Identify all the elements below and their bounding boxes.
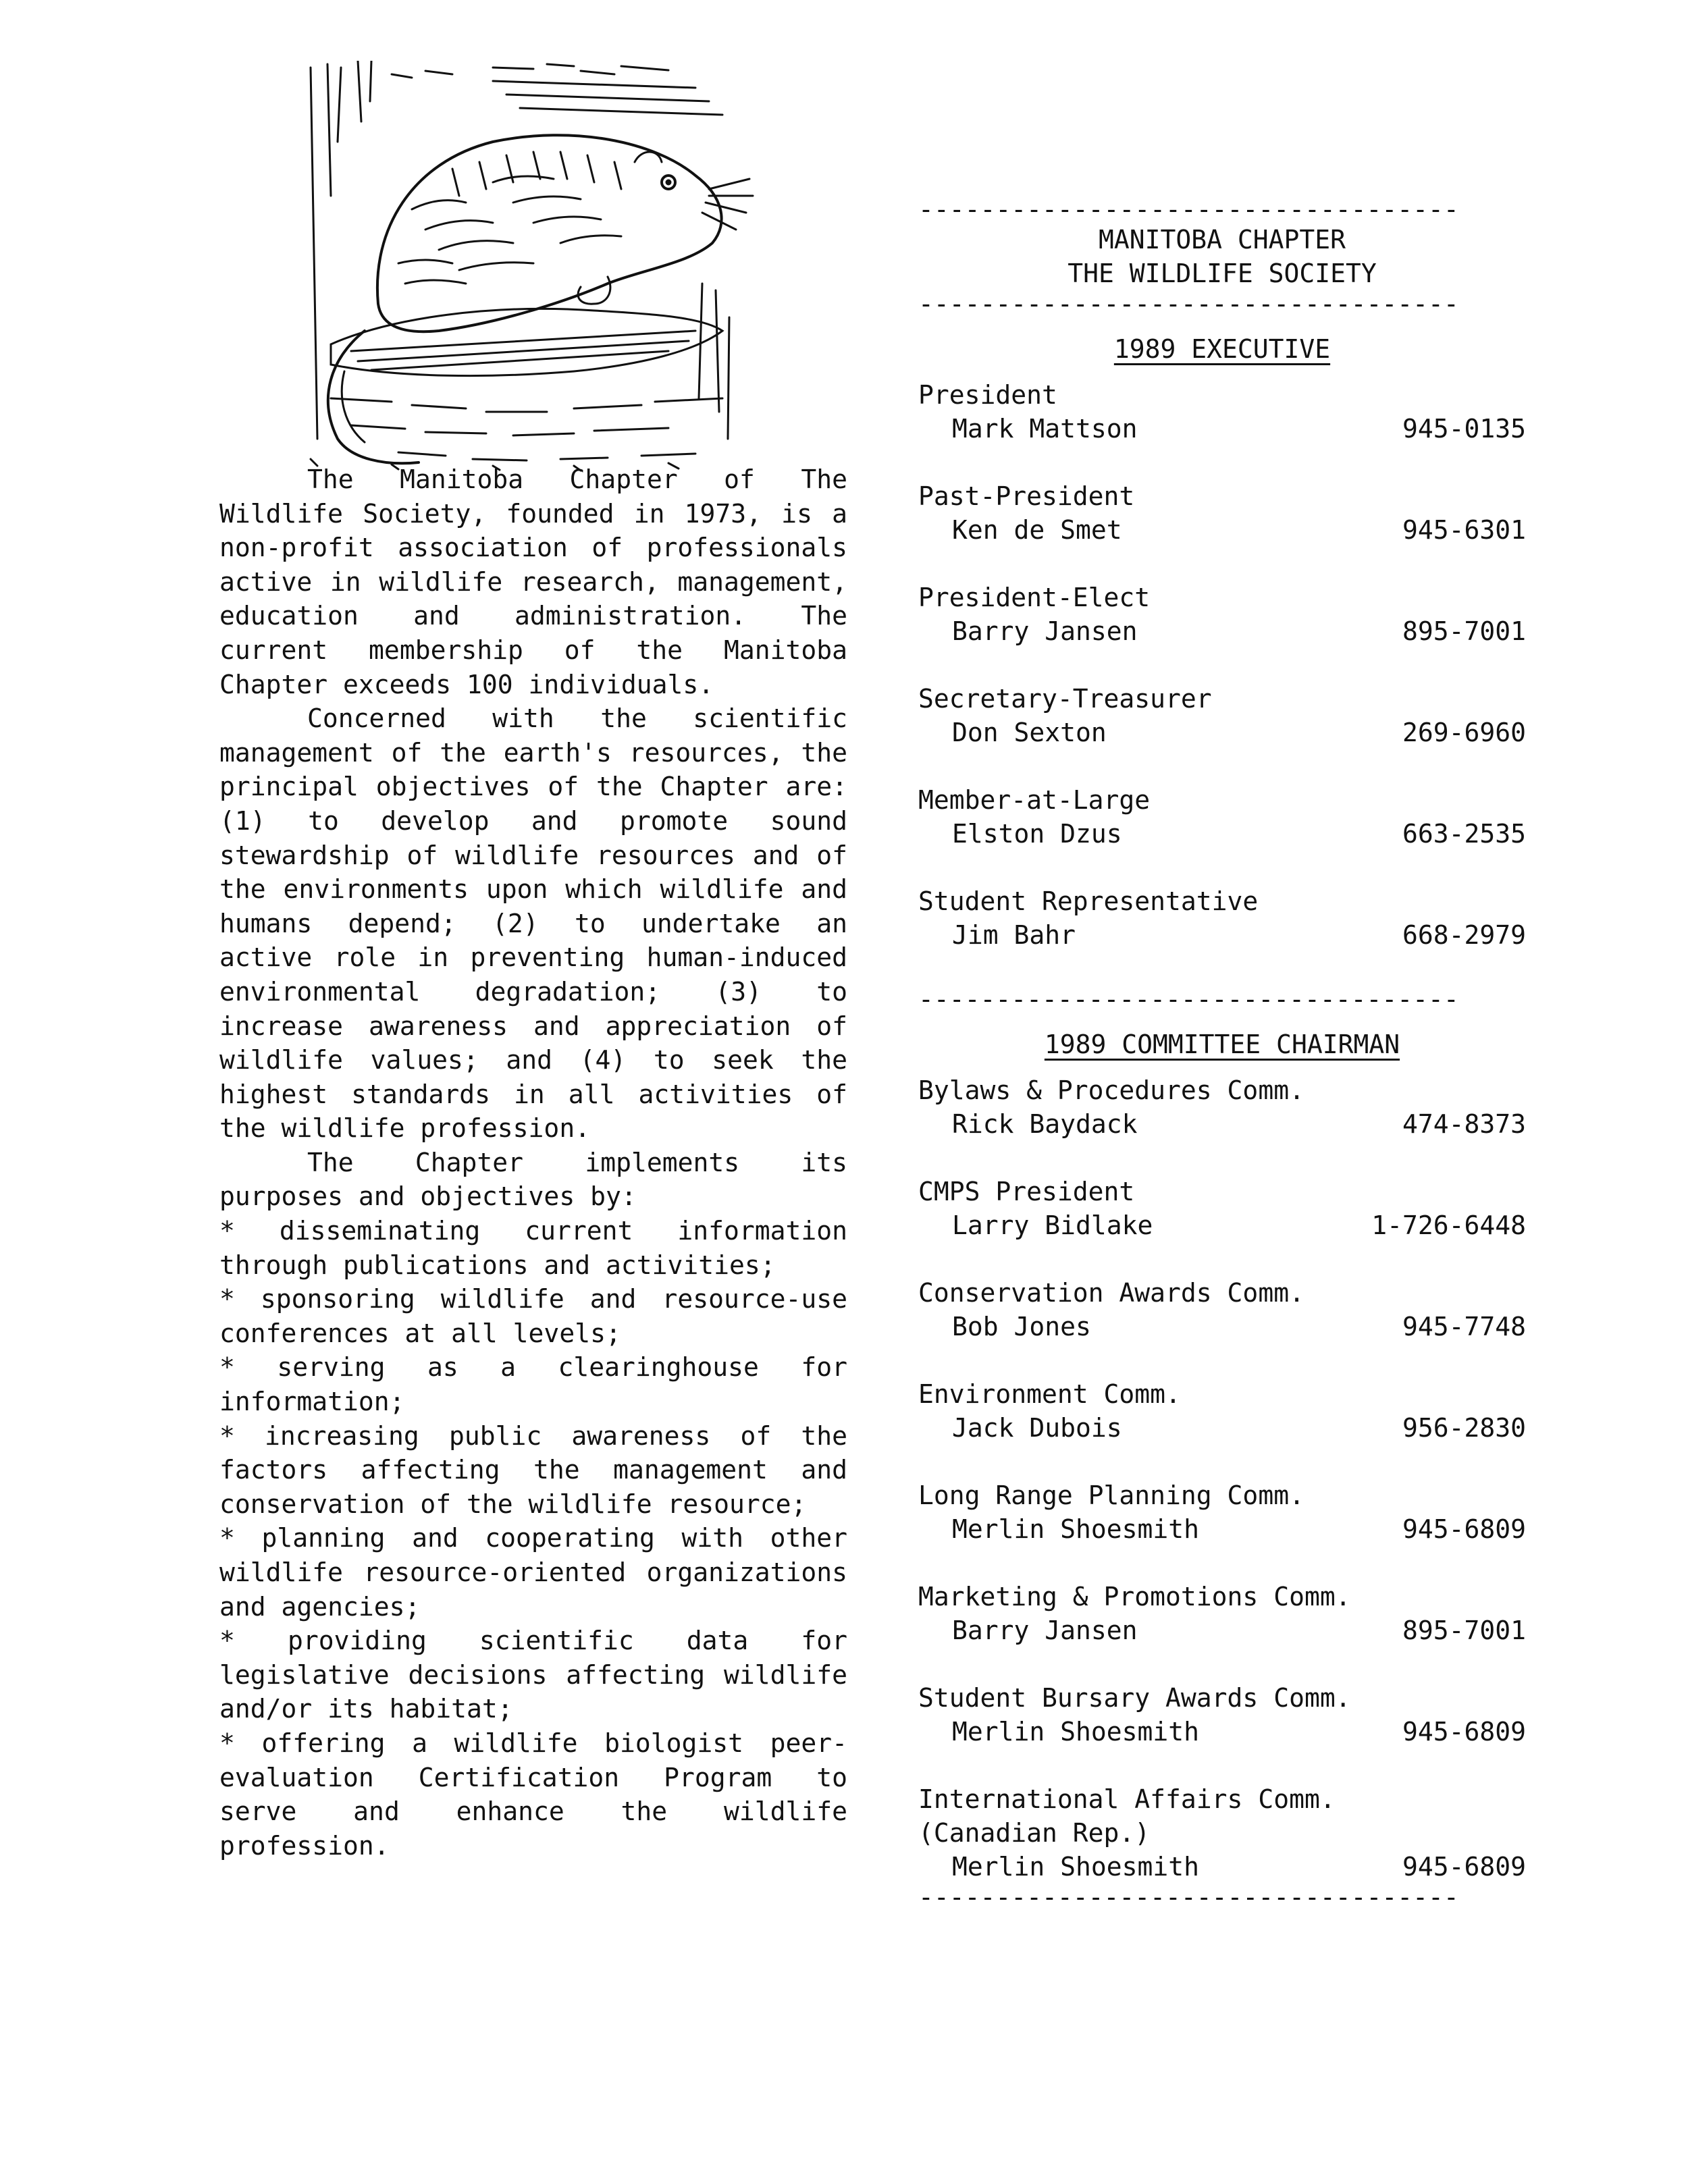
entry-phone: 945-6809: [1402, 1852, 1526, 1882]
dashed-rule: -----------------------------------: [918, 986, 1459, 1013]
entry-role: Bylaws & Procedures Comm.: [918, 1075, 1304, 1105]
executive-entry: [918, 682, 1526, 749]
entry-phone: 1-726-6448: [1371, 1210, 1526, 1240]
entry-phone: 956-2830: [1402, 1413, 1526, 1443]
committee-entry: [918, 1175, 1526, 1242]
chapter-title-line-1: MANITOBA CHAPTER: [1098, 225, 1346, 255]
entry-name: Barry Jansen: [952, 616, 1138, 646]
entry-name: Mark Mattson: [952, 414, 1138, 444]
entry-role: President-Elect: [918, 583, 1151, 612]
entry-phone: 895-7001: [1402, 1616, 1526, 1645]
entry-name: Jim Bahr: [952, 920, 1076, 950]
entry-phone: 269-6960: [1402, 718, 1526, 747]
chapter-title-line-2: THE WILDLIFE SOCIETY: [1067, 259, 1377, 288]
entry-name: Jack Dubois: [952, 1413, 1122, 1443]
entry-role: Student Representative: [918, 886, 1259, 916]
entry-phone: 945-7748: [1402, 1312, 1526, 1341]
dashed-rule: -----------------------------------: [918, 290, 1459, 317]
objective-bullet: * serving as a clearinghouse for information;: [219, 1352, 847, 1417]
executive-entry: [918, 479, 1526, 547]
executive-entry: [918, 581, 1526, 648]
entry-role: Long Range Planning Comm.: [918, 1481, 1304, 1510]
entry-name: Don Sexton: [952, 718, 1107, 747]
entry-phone: 663-2535: [1402, 819, 1526, 849]
committee-entry: [918, 1782, 1526, 1884]
committee-entry: [918, 1073, 1526, 1141]
committee-entry: [918, 1276, 1526, 1343]
intro-paragraph-3: The Chapter implements its purposes and objectives by:: [219, 1147, 847, 1212]
entry-name: Ken de Smet: [952, 515, 1122, 545]
entry-phone: 945-6809: [1402, 1514, 1526, 1544]
entry-name: Bob Jones: [952, 1312, 1091, 1341]
committee-entry: [918, 1580, 1526, 1647]
objective-bullet: * planning and cooperating with other wildlife resource-oriented organizations and agencies;: [219, 1523, 847, 1622]
objective-bullet: * increasing public awareness of the factors affecting the management and conservation of the wildlife resource;: [219, 1420, 847, 1519]
committee-entry: [918, 1377, 1526, 1445]
entry-phone: 945-6809: [1402, 1717, 1526, 1747]
entry-role: CMPS President: [918, 1177, 1135, 1206]
entry-phone: 895-7001: [1402, 616, 1526, 646]
entry-role: Member-at-Large: [918, 785, 1151, 815]
entry-name: Merlin Shoesmith: [952, 1514, 1200, 1544]
entry-phone: 474-8373: [1402, 1109, 1526, 1139]
objective-bullet: * offering a wildlife biologist peer-evaluation Certification Program to serve and enhance the wildlife profession.: [219, 1728, 847, 1861]
entry-role: Student Bursary Awards Comm.: [918, 1683, 1351, 1713]
entry-phone: 945-6301: [1402, 515, 1526, 545]
intro-text-column: [219, 462, 847, 1863]
entry-role: International Affairs Comm.: [918, 1784, 1336, 1814]
executive-entry: [918, 378, 1526, 446]
objective-bullet: * providing scientific data for legislative decisions affecting wildlife and/or its habitat;: [219, 1626, 847, 1724]
entry-role: Past-President: [918, 481, 1135, 511]
objective-bullet: * sponsoring wildlife and resource-use conferences at all levels;: [219, 1284, 847, 1348]
intro-paragraph-2: Concerned with the scientific management of the earth's resources, the principal objectives of the Chapter are: (1) to develop and promote sound stewardship of wildlife resources and of the environments upon which wildlife and humans depend; (2) to undertake an active role in preventing human-induced environmental degradation; (3) to increase awareness and appreciation of wildlife values; and (4) to seek the highest standards in all activities of the wildlife profession.: [219, 703, 847, 1144]
objective-bullet: * disseminating current information through publications and activities;: [219, 1216, 847, 1280]
entry-phone: 945-0135: [1402, 414, 1526, 444]
entry-role-note: (Canadian Rep.): [918, 1818, 1151, 1848]
entry-phone: 668-2979: [1402, 920, 1526, 950]
entry-name: Merlin Shoesmith: [952, 1717, 1200, 1747]
entry-role: President: [918, 380, 1057, 410]
entry-name: Barry Jansen: [952, 1616, 1138, 1645]
entry-role: Environment Comm.: [918, 1379, 1181, 1409]
executive-heading: 1989 EXECUTIVE: [1113, 334, 1331, 364]
committee-entry: [918, 1479, 1526, 1546]
entry-role: Secretary-Treasurer: [918, 684, 1212, 714]
executive-entry: [918, 884, 1526, 952]
intro-paragraph-1: The Manitoba Chapter of The Wildlife Society, founded in 1973, is a non-profit association of professionals active in wildlife research, management, education and administration. The current membership of the Manitoba Chapter exceeds 100 individuals.: [219, 464, 847, 699]
dashed-rule: -----------------------------------: [918, 1884, 1459, 1911]
entry-role: Marketing & Promotions Comm.: [918, 1582, 1351, 1612]
committee-heading: 1989 COMMITTEE CHAIRMAN: [1044, 1030, 1400, 1059]
directory-column: [918, 196, 1526, 1911]
dashed-rule: -----------------------------------: [918, 196, 1459, 223]
entry-name: Elston Dzus: [952, 819, 1122, 849]
entry-name: Rick Baydack: [952, 1109, 1138, 1139]
executive-entry: [918, 783, 1526, 851]
muskrat-illustration: [290, 61, 763, 473]
entry-role: Conservation Awards Comm.: [918, 1278, 1304, 1308]
entry-name: Merlin Shoesmith: [952, 1852, 1200, 1882]
entry-name: Larry Bidlake: [952, 1210, 1153, 1240]
committee-entry: [918, 1681, 1526, 1749]
